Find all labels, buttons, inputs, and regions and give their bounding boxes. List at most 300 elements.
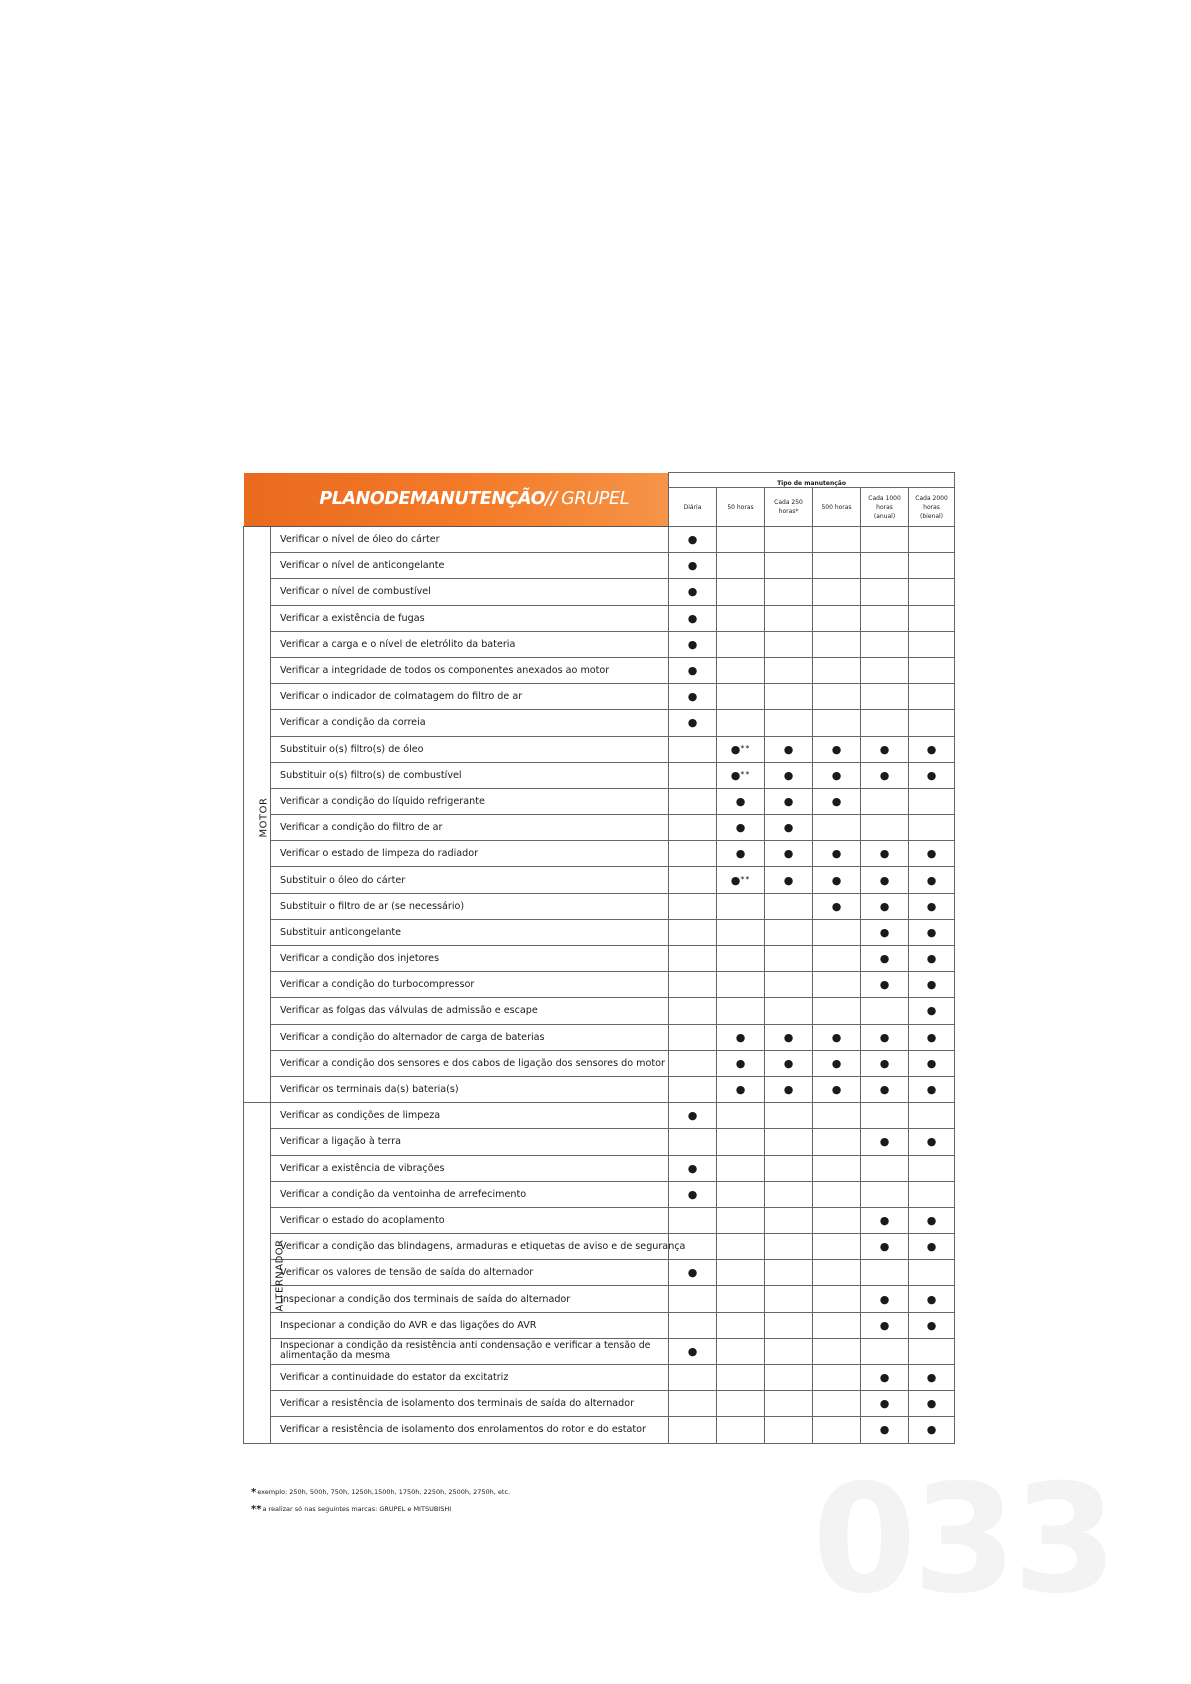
schedule-cell <box>813 527 861 553</box>
schedule-cell <box>813 1391 861 1417</box>
schedule-dot-icon: ● <box>879 1213 890 1227</box>
task-cell: Verificar o estado do acoplamento <box>271 1207 669 1233</box>
schedule-dot-icon: ● <box>926 1135 937 1149</box>
schedule-cell <box>669 867 717 893</box>
schedule-dot-icon: ● <box>926 1423 937 1437</box>
schedule-cell <box>909 736 955 762</box>
schedule-cell <box>717 1234 765 1260</box>
schedule-dot-icon: ● <box>879 978 890 992</box>
table-row <box>244 1129 955 1155</box>
schedule-cell <box>717 684 765 710</box>
task-cell: Verificar a condição do filtro de ar <box>271 815 669 841</box>
schedule-cell <box>765 684 813 710</box>
task-cell: Inspecionar a condição do AVR e das ligações do AVR <box>271 1312 669 1338</box>
schedule-cell <box>717 893 765 919</box>
schedule-dot-icon: ● <box>926 768 937 782</box>
table-row <box>244 631 955 657</box>
plan-title-banner <box>244 473 669 527</box>
schedule-cell <box>669 1050 717 1076</box>
schedule-cell <box>861 1391 909 1417</box>
schedule-dot-icon: ● <box>879 1371 890 1385</box>
task-cell: Verificar a condição das blindagens, armaduras e etiquetas de aviso e de segurança <box>271 1234 669 1260</box>
schedule-cell <box>813 1286 861 1312</box>
task-cell: Verificar o estado de limpeza do radiador <box>271 841 669 867</box>
schedule-dot-icon: ● <box>687 1344 698 1358</box>
footnote-1-text: exemplo: 250h, 500h, 750h, 1250h,1500h, 1750h, 2250h, 2500h, 2750h, etc. <box>257 1488 511 1496</box>
schedule-cell <box>765 1338 813 1364</box>
schedule-dot-icon: ● <box>926 1004 937 1018</box>
schedule-dot-icon: ● <box>879 1318 890 1332</box>
schedule-cell <box>765 919 813 945</box>
task-cell: Verificar a condição da correia <box>271 710 669 736</box>
schedule-cell <box>861 1286 909 1312</box>
schedule-cell <box>669 1129 717 1155</box>
table-row <box>244 1050 955 1076</box>
schedule-cell <box>813 1050 861 1076</box>
schedule-cell <box>717 710 765 736</box>
table-row <box>244 998 955 1024</box>
schedule-cell <box>669 998 717 1024</box>
task-cell: Substituir o(s) filtro(s) de combustível <box>271 762 669 788</box>
schedule-cell <box>765 1050 813 1076</box>
schedule-cell <box>813 1338 861 1364</box>
schedule-cell <box>909 788 955 814</box>
schedule-cell <box>861 919 909 945</box>
schedule-cell <box>861 553 909 579</box>
schedule-dot-icon: ● <box>783 742 794 756</box>
schedule-cell <box>909 1234 955 1260</box>
schedule-cell <box>813 1260 861 1286</box>
schedule-dot-icon: ● <box>783 1083 794 1097</box>
schedule-cell <box>717 762 765 788</box>
schedule-dot-icon: ● <box>879 768 890 782</box>
table-row <box>244 1207 955 1233</box>
schedule-cell <box>813 1181 861 1207</box>
task-cell: Verificar as condições de limpeza <box>271 1103 669 1129</box>
schedule-cell <box>813 657 861 683</box>
schedule-dot-icon: ● <box>735 847 746 861</box>
schedule-cell <box>861 1076 909 1102</box>
task-cell: Substituir o óleo do cárter <box>271 867 669 893</box>
schedule-cell <box>861 1207 909 1233</box>
schedule-dot-icon: ● <box>879 1292 890 1306</box>
table-row <box>244 788 955 814</box>
footnote-1 <box>251 1484 510 1501</box>
schedule-cell <box>717 579 765 605</box>
schedule-cell <box>765 553 813 579</box>
schedule-cell <box>669 1076 717 1102</box>
schedule-cell <box>909 1338 955 1364</box>
schedule-cell <box>861 631 909 657</box>
column-header-line: Cada 1000 <box>868 494 901 502</box>
schedule-cell <box>909 893 955 919</box>
schedule-cell <box>861 527 909 553</box>
schedule-cell <box>765 1260 813 1286</box>
schedule-dot-icon: ● <box>783 847 794 861</box>
schedule-cell <box>861 1417 909 1443</box>
schedule-dot-icon: ● <box>687 533 698 547</box>
table-header <box>244 473 955 527</box>
schedule-cell <box>813 1365 861 1391</box>
column-header-line: (anual) <box>873 512 896 520</box>
schedule-cell <box>861 657 909 683</box>
schedule-cell <box>909 972 955 998</box>
footnote-2-mark: ** <box>251 1504 262 1515</box>
schedule-dot-icon: ● <box>687 559 698 573</box>
schedule-cell <box>909 1417 955 1443</box>
table-row <box>244 1181 955 1207</box>
table-row <box>244 710 955 736</box>
schedule-cell <box>861 815 909 841</box>
schedule-cell <box>909 1103 955 1129</box>
schedule-cell <box>861 841 909 867</box>
schedule-cell <box>909 631 955 657</box>
schedule-dot-icon: ● <box>687 716 698 730</box>
schedule-cell <box>765 1207 813 1233</box>
schedule-cell <box>669 684 717 710</box>
schedule-dot-icon: ● <box>926 1240 937 1254</box>
table-row <box>244 553 955 579</box>
schedule-cell <box>669 762 717 788</box>
schedule-cell <box>669 1391 717 1417</box>
schedule-dot-icon: ● <box>879 1397 890 1411</box>
schedule-dot-icon: ● <box>879 873 890 887</box>
schedule-cell <box>765 631 813 657</box>
table-row <box>244 1076 955 1102</box>
column-header-line: Diária <box>683 503 702 511</box>
schedule-cell <box>717 631 765 657</box>
group-label: ALTERNADOR <box>274 1239 286 1312</box>
schedule-cell <box>669 1260 717 1286</box>
footnote-2-text: a realizar só nas seguintes marcas: GRUPEL e MITSUBISHI <box>262 1505 452 1513</box>
schedule-dot-icon: ● <box>926 1083 937 1097</box>
schedule-cell <box>813 1207 861 1233</box>
schedule-cell <box>669 893 717 919</box>
table-row <box>244 972 955 998</box>
schedule-cell <box>717 815 765 841</box>
column-header-line: 50 horas <box>727 503 754 511</box>
task-cell: Verificar a continuidade do estator da excitatriz <box>271 1365 669 1391</box>
task-cell: Verificar a condição do líquido refrigerante <box>271 788 669 814</box>
group-cell <box>244 1103 286 1443</box>
schedule-cell <box>717 1155 765 1181</box>
schedule-cell <box>669 1312 717 1338</box>
schedule-cell <box>717 946 765 972</box>
table-row <box>244 841 955 867</box>
schedule-dot-icon: ● <box>831 768 842 782</box>
schedule-cell <box>861 1155 909 1181</box>
schedule-dot-icon: ● <box>687 637 698 651</box>
schedule-cell <box>765 1417 813 1443</box>
schedule-cell <box>861 762 909 788</box>
task-cell: Verificar a condição da ventoinha de arrefecimento <box>271 1181 669 1207</box>
schedule-cell <box>909 579 955 605</box>
task-cell: Inspecionar a condição dos terminais de saída do alternador <box>271 1286 669 1312</box>
schedule-cell <box>813 553 861 579</box>
task-cell: Verificar as folgas das válvulas de admissão e escape <box>271 998 669 1024</box>
schedule-cell <box>765 579 813 605</box>
schedule-cell <box>765 527 813 553</box>
schedule-cell <box>813 1155 861 1181</box>
schedule-cell <box>909 815 955 841</box>
schedule-dot-icon: ● <box>879 1030 890 1044</box>
column-header <box>717 488 765 527</box>
schedule-cell <box>909 1155 955 1181</box>
schedule-cell <box>813 1234 861 1260</box>
schedule-cell <box>669 788 717 814</box>
schedule-cell <box>717 998 765 1024</box>
schedule-cell <box>669 1365 717 1391</box>
schedule-dot-icon: ● <box>831 847 842 861</box>
schedule-dot-icon: ● <box>879 952 890 966</box>
schedule-dot-icon: ● <box>926 978 937 992</box>
column-header <box>765 488 813 527</box>
plan-title: PLANODEMANUTENÇÃO// <box>319 489 558 510</box>
schedule-cell <box>813 1024 861 1050</box>
schedule-dot-icon: ● <box>879 1240 890 1254</box>
schedule-cell <box>861 788 909 814</box>
schedule-cell <box>861 1024 909 1050</box>
schedule-cell <box>669 657 717 683</box>
schedule-cell <box>669 1155 717 1181</box>
schedule-dot-icon: ● <box>926 1397 937 1411</box>
schedule-cell <box>813 684 861 710</box>
schedule-cell <box>909 1181 955 1207</box>
schedule-dot-icon: ● <box>926 1318 937 1332</box>
schedule-cell <box>717 919 765 945</box>
task-cell: Verificar a condição dos sensores e dos cabos de ligação dos sensores do motor <box>271 1050 669 1076</box>
schedule-dot-icon: ● <box>926 1213 937 1227</box>
table-row <box>244 605 955 631</box>
task-cell: Verificar a condição dos injetores <box>271 946 669 972</box>
schedule-dot-icon: ● <box>730 743 741 757</box>
schedule-cell <box>909 946 955 972</box>
task-cell: Verificar o nível de combustível <box>271 579 669 605</box>
schedule-cell <box>861 1103 909 1129</box>
schedule-dot-icon: ● <box>926 952 937 966</box>
schedule-dot-icon: ● <box>783 794 794 808</box>
schedule-cell <box>861 1312 909 1338</box>
schedule-cell <box>669 631 717 657</box>
schedule-cell <box>861 1338 909 1364</box>
schedule-cell <box>813 919 861 945</box>
schedule-cell <box>813 998 861 1024</box>
schedule-cell <box>717 1286 765 1312</box>
table-row <box>244 762 955 788</box>
schedule-cell <box>861 1234 909 1260</box>
schedule-cell <box>765 1076 813 1102</box>
schedule-cell <box>765 1155 813 1181</box>
schedule-cell <box>765 1391 813 1417</box>
schedule-cell <box>861 710 909 736</box>
schedule-cell <box>669 1103 717 1129</box>
column-header <box>669 488 717 527</box>
schedule-cell <box>909 1050 955 1076</box>
schedule-cell <box>861 1365 909 1391</box>
schedule-cell <box>765 762 813 788</box>
schedule-cell <box>717 972 765 998</box>
schedule-dot-icon: ● <box>783 1030 794 1044</box>
schedule-cell <box>669 1417 717 1443</box>
schedule-cell <box>765 972 813 998</box>
schedule-cell <box>861 579 909 605</box>
schedule-dot-icon: ● <box>730 874 741 888</box>
schedule-cell <box>717 657 765 683</box>
schedule-cell <box>717 1312 765 1338</box>
task-cell: Verificar a condição do turbocompressor <box>271 972 669 998</box>
schedule-cell <box>813 605 861 631</box>
column-header-line: Cada 2000 <box>915 494 948 502</box>
column-header-line: horas <box>876 503 893 511</box>
schedule-cell <box>909 1286 955 1312</box>
column-header-line: horas* <box>778 508 799 515</box>
table-row <box>244 1286 955 1312</box>
schedule-cell <box>765 841 813 867</box>
schedule-dot-icon: ● <box>926 1292 937 1306</box>
schedule-dot-icon: ● <box>687 1266 698 1280</box>
schedule-cell <box>717 1076 765 1102</box>
schedule-cell <box>669 1207 717 1233</box>
schedule-cell <box>765 867 813 893</box>
schedule-cell <box>813 788 861 814</box>
task-cell: Substituir o filtro de ar (se necessário) <box>271 893 669 919</box>
schedule-dot-icon: ● <box>735 1030 746 1044</box>
schedule-dot-icon: ● <box>879 899 890 913</box>
schedule-cell <box>861 867 909 893</box>
schedule-cell <box>669 1024 717 1050</box>
schedule-cell <box>861 1181 909 1207</box>
schedule-cell <box>861 1260 909 1286</box>
schedule-cell <box>813 841 861 867</box>
schedule-cell <box>669 579 717 605</box>
schedule-dot-icon: ● <box>783 1056 794 1070</box>
column-header <box>861 488 909 527</box>
table-row <box>244 919 955 945</box>
schedule-cell <box>765 736 813 762</box>
schedule-cell <box>717 1103 765 1129</box>
schedule-cell <box>717 1365 765 1391</box>
schedule-cell <box>909 919 955 945</box>
schedule-cell <box>669 815 717 841</box>
schedule-cell <box>765 1365 813 1391</box>
schedule-cell <box>669 1338 717 1364</box>
schedule-cell <box>909 1076 955 1102</box>
schedule-cell <box>813 972 861 998</box>
schedule-cell <box>861 684 909 710</box>
schedule-cell <box>717 527 765 553</box>
schedule-dot-icon: ● <box>831 899 842 913</box>
schedule-dot-icon: ● <box>926 925 937 939</box>
task-cell: Verificar a resistência de isolamento dos terminais de saída do alternador <box>271 1391 669 1417</box>
schedule-cell <box>909 684 955 710</box>
double-star-mark: ** <box>740 770 751 780</box>
task-cell: Verificar a integridade de todos os componentes anexados ao motor <box>271 657 669 683</box>
schedule-cell <box>717 788 765 814</box>
table-row <box>244 1103 955 1129</box>
schedule-dot-icon: ● <box>879 925 890 939</box>
column-header <box>813 488 861 527</box>
schedule-cell <box>669 946 717 972</box>
schedule-cell <box>861 1050 909 1076</box>
schedule-cell <box>717 867 765 893</box>
table-row <box>244 1312 955 1338</box>
schedule-cell <box>765 1312 813 1338</box>
task-cell: Verificar a existência de fugas <box>271 605 669 631</box>
schedule-cell <box>813 1417 861 1443</box>
column-header-line: Cada 250 <box>774 499 803 506</box>
table-row <box>244 893 955 919</box>
schedule-dot-icon: ● <box>831 1056 842 1070</box>
schedule-cell <box>765 657 813 683</box>
schedule-cell <box>813 1129 861 1155</box>
schedule-cell <box>813 710 861 736</box>
schedule-cell <box>765 815 813 841</box>
brand-name: GRUPEL <box>561 489 630 510</box>
schedule-cell <box>909 1129 955 1155</box>
schedule-dot-icon: ● <box>687 1161 698 1175</box>
footnote-2 <box>251 1501 510 1518</box>
schedule-cell <box>669 841 717 867</box>
table-row <box>244 1417 955 1443</box>
schedule-cell <box>813 1076 861 1102</box>
schedule-cell <box>717 553 765 579</box>
table-row <box>244 1260 955 1286</box>
maintenance-plan-table <box>243 472 955 1444</box>
task-cell: Verificar a resistência de isolamento dos enrolamentos do rotor e do estator <box>271 1417 669 1443</box>
table-row <box>244 1024 955 1050</box>
maintenance-type-heading: Tipo de manutenção <box>669 473 955 488</box>
schedule-cell <box>909 762 955 788</box>
task-cell: Substituir anticongelante <box>271 919 669 945</box>
schedule-cell <box>669 1286 717 1312</box>
schedule-dot-icon: ● <box>783 768 794 782</box>
schedule-dot-icon: ● <box>831 742 842 756</box>
schedule-cell <box>861 605 909 631</box>
schedule-dot-icon: ● <box>831 1083 842 1097</box>
footnote-1-mark: * <box>251 1487 257 1498</box>
schedule-cell <box>717 1391 765 1417</box>
schedule-cell <box>813 736 861 762</box>
schedule-cell <box>765 710 813 736</box>
schedule-cell <box>765 946 813 972</box>
schedule-cell <box>765 893 813 919</box>
schedule-cell <box>909 1024 955 1050</box>
table-row <box>244 815 955 841</box>
column-header-line: horas <box>923 503 940 511</box>
task-cell: Verificar o nível de óleo do cárter <box>271 527 669 553</box>
schedule-dot-icon: ● <box>879 1423 890 1437</box>
schedule-dot-icon: ● <box>687 611 698 625</box>
schedule-cell <box>909 657 955 683</box>
table-row <box>244 527 955 553</box>
schedule-cell <box>765 1234 813 1260</box>
column-header-line: 500 horas <box>821 503 852 511</box>
column-header-line: (bienal) <box>920 512 944 520</box>
group-label: MOTOR <box>258 797 270 838</box>
schedule-cell <box>765 1129 813 1155</box>
schedule-dot-icon: ● <box>879 1056 890 1070</box>
table-body <box>244 527 955 1444</box>
schedule-dot-icon: ● <box>926 1056 937 1070</box>
schedule-cell <box>765 1286 813 1312</box>
schedule-cell <box>669 710 717 736</box>
table-row <box>244 1234 955 1260</box>
schedule-cell <box>909 1207 955 1233</box>
schedule-cell <box>909 605 955 631</box>
schedule-cell <box>861 946 909 972</box>
table-row <box>244 736 955 762</box>
task-cell: Verificar o indicador de colmatagem do filtro de ar <box>271 684 669 710</box>
